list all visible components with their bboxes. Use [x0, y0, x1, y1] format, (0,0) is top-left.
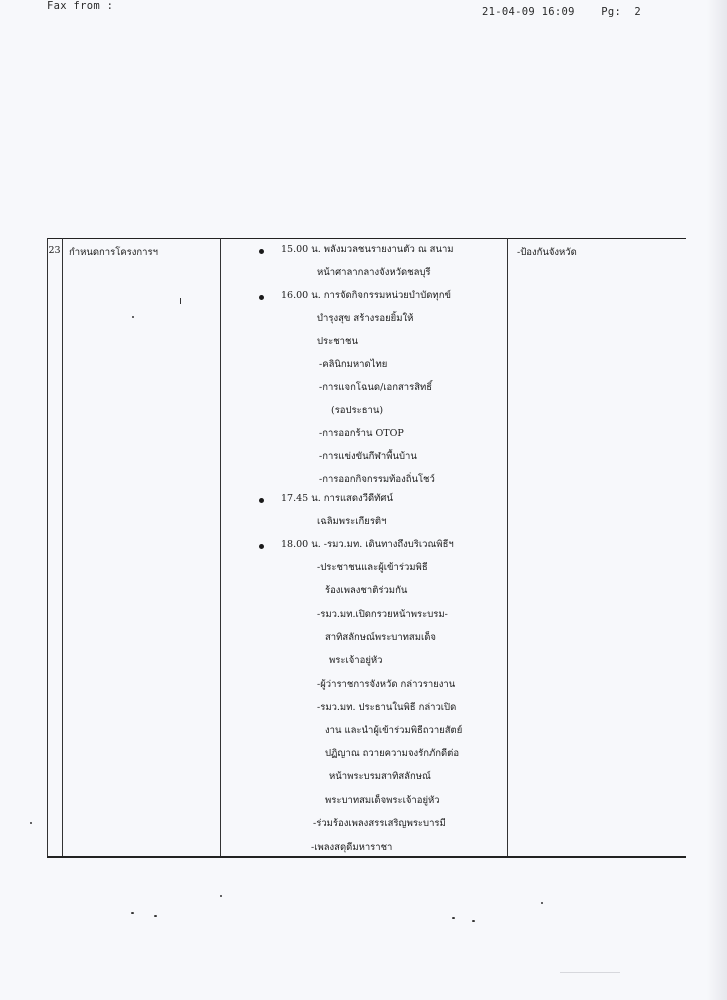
table-top-rule: [47, 238, 686, 239]
bullet-icon: [259, 295, 264, 300]
scan-speck: [131, 912, 134, 914]
scan-speck: [541, 902, 543, 904]
schedule-line: ประชาชน: [317, 336, 358, 347]
fax-timestamp: [482, 6, 641, 18]
fax-header: [0, 0, 727, 22]
fax-date: 21-04-09: [482, 6, 535, 18]
schedule-line: ร้องเพลงชาติร่วมกัน: [325, 585, 408, 596]
schedule-line: หน้าศาลากลางจังหวัดชลบุรี: [317, 267, 431, 278]
column-divider: [507, 238, 508, 857]
scan-speck: [132, 316, 134, 318]
column-divider: [220, 238, 221, 857]
schedule-line: หน้าพระบรมสาทิสลักษณ์: [329, 771, 431, 782]
fax-page-label: Pg:: [601, 6, 622, 18]
schedule-line: เฉลิมพระเกียรติฯ: [317, 516, 387, 527]
scan-speck: [180, 298, 181, 304]
schedule-line: ปฏิญาณ ถวายความจงรักภักดีต่อ: [325, 748, 460, 759]
schedule-line: พระบาทสมเด็จพระเจ้าอยู่หัว: [325, 795, 440, 806]
schedule-line: -รมว.มท. ประธานในพิธี กล่าวเปิด: [317, 702, 457, 713]
schedule-line: -ประชาชนและผู้เข้าร่วมพิธี: [317, 562, 428, 573]
schedule-line: บำรุงสุข สร้างรอยยิ้มให้: [317, 313, 414, 324]
schedule-line: -ผู้ว่าราชการจังหวัด กล่าวรายงาน: [317, 679, 456, 690]
column-divider: [47, 238, 48, 857]
scan-speck: [472, 920, 475, 922]
schedule-table: [47, 238, 686, 858]
fax-time: 16:09: [541, 6, 575, 18]
schedule-line: 18.00 น. -รมว.มท. เดินทางถึงบริเวณพิธีฯ: [281, 539, 454, 550]
schedule-line: -เพลงสดุดีมหาราชา: [311, 842, 393, 853]
schedule-line: -การออกร้าน OTOP: [319, 428, 404, 439]
schedule-line: -การแข่งขันกีฬาพื้นบ้าน: [319, 451, 417, 462]
row-note: -ป้องกันจังหวัด: [517, 247, 577, 258]
schedule-line: พระเจ้าอยู่หัว: [329, 655, 383, 666]
row-number: 23: [48, 245, 61, 256]
schedule-line: 17.45 น. การแสดงวีดีทัศน์: [281, 493, 393, 504]
column-divider: [62, 238, 63, 857]
bullet-icon: [259, 544, 264, 549]
scan-speck: [220, 895, 222, 897]
schedule-line: -การออกกิจกรรมท้องถิ่นโชว์: [319, 474, 435, 485]
schedule-line: 16.00 น. การจัดกิจกรรมหน่วยบำบัดทุกข์: [281, 290, 451, 301]
schedule-line: -การแจกโฉนด/เอกสารสิทธิ์: [319, 382, 433, 393]
table-bottom-rule: [47, 856, 686, 858]
schedule-line: สาทิสลักษณ์พระบาทสมเด็จ: [325, 632, 436, 643]
schedule-line: -คลินิกมหาดไทย: [319, 359, 388, 370]
fax-page-number: 2: [634, 6, 641, 18]
scan-speck: [30, 822, 32, 824]
fax-from-label: Fax from :: [47, 0, 114, 12]
bullet-icon: [259, 249, 264, 254]
scan-speck: [452, 917, 455, 919]
schedule-line: -รมว.มท.เปิดกรวยหน้าพระบรม-: [317, 609, 448, 620]
scan-mark: [560, 972, 620, 973]
schedule-line: 15.00 น. พลังมวลชนรายงานตัว ณ สนาม: [281, 244, 454, 255]
schedule-line: งาน และนำผู้เข้าร่วมพิธีถวายสัตย์: [325, 725, 463, 736]
schedule-line: (รอประธาน): [331, 405, 384, 416]
page-edge-shadow: [707, 0, 727, 1000]
bullet-icon: [259, 498, 264, 503]
scan-speck: [154, 915, 157, 917]
row-title: กำหนดการโครงการฯ: [69, 247, 158, 258]
schedule-line: -ร่วมร้องเพลงสรรเสริญพระบารมี: [313, 818, 446, 829]
